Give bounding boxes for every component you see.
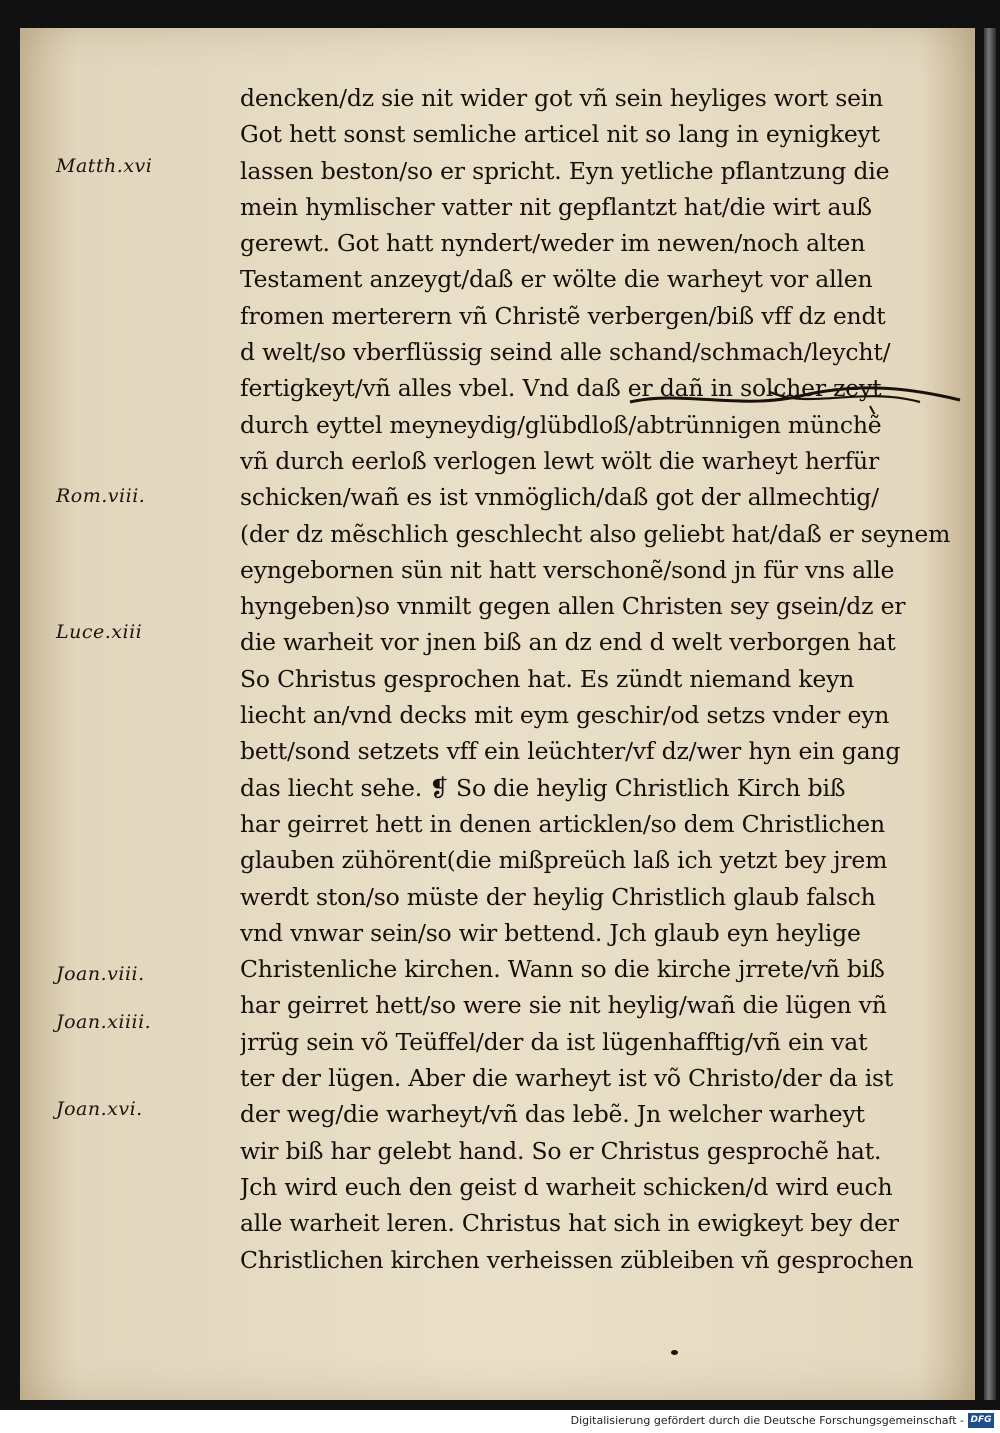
- dfg-logo: DFG: [968, 1413, 994, 1428]
- page-edge: [984, 28, 996, 1400]
- text-line: vñ durch eerloß verlogen lewt wölt die warheyt herfür: [240, 446, 879, 475]
- text-line: har geirret hett/so were sie nit heylig/wañ die lügen vñ: [240, 991, 887, 1020]
- text-line: So Christus gesprochen hat. Es zündt niemand keyn: [240, 664, 855, 693]
- text-line: lassen beston/so er spricht. Eyn yetliche pflantzung die: [240, 156, 890, 185]
- text-line: das liecht sehe. ❡ So die heylig Christlich Kirch biß: [240, 773, 846, 802]
- text-line: Christenliche kirchen. Wann so die kirche jrrete/vñ biß: [240, 955, 885, 984]
- text-line: bett/sond setzets vff ein leüchter/vf dz/wer hyn ein gang: [240, 737, 901, 766]
- text-line: glauben zühörent(die mißpreüch laß ich yetzt bey jrem: [240, 846, 888, 875]
- text-line: liecht an/vnd decks mit eym geschir/od setzs vnder eyn: [240, 701, 890, 730]
- margin-note: Luce.xiii: [56, 621, 143, 643]
- text-line: dencken/dz sie nit wider got vñ sein heyliges wort sein: [240, 84, 884, 112]
- text-line: gerewt. Got hatt nyndert/weder im newen/noch alten: [240, 229, 866, 258]
- text-line: werdt ston/so müste der heylig Christlich glaub falsch: [240, 882, 876, 911]
- text-line: d welt/so vberflüssig seind alle schand/schmach/leycht/: [240, 338, 891, 367]
- text-line: alle warheit leren. Christus hat sich in ewigkeyt bey der: [240, 1209, 899, 1238]
- text-line: Got hett sonst semliche articel nit so lang in eynigkeyt: [240, 120, 880, 149]
- margin-note: Joan.viii.: [56, 963, 145, 985]
- text-line: vnd vnwar sein/so wir bettend. Jch glaub eyn heylige: [240, 918, 861, 947]
- ink-dot: [671, 1350, 678, 1355]
- margin-note: Matth.xvi: [56, 155, 153, 177]
- text-line: Jch wird euch den geist d warheit schicken/d wird euch: [240, 1172, 893, 1201]
- text-line: jrrüg sein võ Teüffel/der da ist lügenhafftig/vñ ein vat: [240, 1027, 868, 1056]
- margin-note: Joan.xiiii.: [56, 1011, 152, 1033]
- text-line: har geirret hett in denen articklen/so dem Christlichen: [240, 809, 885, 838]
- text-line: Testament anzeygt/daß er wölte die warheyt vor allen: [240, 265, 873, 294]
- text-line: wir biß har gelebt hand. So er Christus gesprochẽ hat.: [240, 1136, 882, 1165]
- text-line: mein hymlischer vatter nit gepflantzt hat/die wirt auß: [240, 192, 872, 221]
- text-line: (der dz mẽschlich geschlecht also geliebt hat/daß er seynem: [240, 519, 951, 548]
- text-line: schicken/wañ es ist vnmöglich/daß got der allmechtig/: [240, 483, 879, 512]
- text-line: eyngebornen sün nit hatt verschonẽ/sond jn für vns alle: [240, 555, 895, 584]
- text-line: der weg/die warheyt/vñ das lebẽ. Jn welcher warheyt: [240, 1100, 865, 1129]
- text-line: fromen merterern vñ Christẽ verbergen/biß vff dz endt: [240, 301, 886, 330]
- main-text: [240, 80, 970, 1278]
- text-line: die warheit vor jnen biß an dz end d welt verborgen hat: [240, 628, 896, 657]
- text-line: durch eyttel meyneydig/glübdloß/abtrünnigen münchẽ: [240, 410, 882, 439]
- text-line: ter der lügen. Aber die warheyt ist võ Christo/der da ist: [240, 1064, 894, 1093]
- text-line: hyngeben)so vnmilt gegen allen Christen sey gsein/dz er: [240, 592, 906, 621]
- ink-strike-mark: [620, 380, 970, 414]
- footer-credit: Digitalisierung gefördert durch die Deutsche Forschungsgemeinschaft -: [570, 1414, 964, 1427]
- footer-bar: [0, 1410, 1000, 1433]
- text-line: Christlichen kirchen verheissen zübleiben vñ gesprochen: [240, 1245, 914, 1274]
- book-page: [20, 28, 975, 1400]
- margin-note: Joan.xvi.: [56, 1098, 143, 1120]
- margin-note: Rom.viii.: [56, 485, 146, 507]
- text-line: fertigkeyt/vñ alles vbel. Vnd daß er dañ in solcher zeyt: [240, 374, 882, 403]
